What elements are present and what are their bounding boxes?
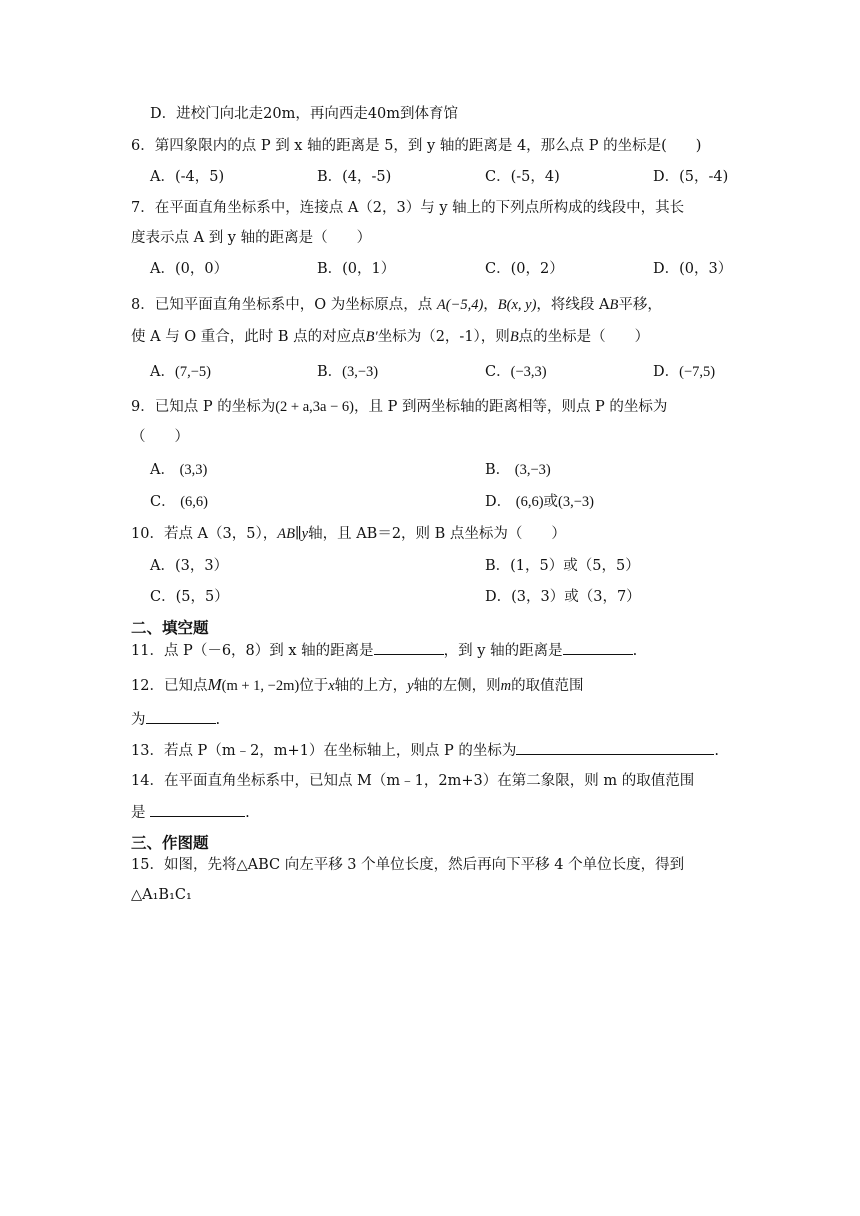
q12-x: x	[328, 678, 335, 694]
q7-option-b: B．(0，1）	[317, 261, 396, 277]
q11-text-1: 11．点 P（－6，8）到 x 轴的距离是	[131, 643, 374, 659]
q6-option-b: B．(4，-5)	[317, 169, 392, 185]
q15-stem-line2: △A₁B₁C₁	[131, 887, 192, 903]
q8-text-4: 使 A 与 O 重合，此时 B 点的对应点	[131, 329, 366, 345]
q8-text-5: 坐标为（2，-1），则	[377, 329, 510, 345]
q10-text-1: 10．若点 A（3，5），	[131, 526, 278, 542]
q8-text-3: 平移，	[618, 297, 662, 313]
q8-option-c	[485, 362, 547, 382]
q8-label-b: B．	[317, 364, 343, 380]
q11-stem	[131, 640, 637, 661]
q8-point-b: B(x, y)	[497, 297, 537, 313]
q9-value-a: (3,3)	[179, 462, 208, 478]
q9-text-1: 9．已知点 P 的坐标为	[131, 399, 276, 415]
q12-text-7: .	[215, 712, 221, 728]
q9-value-d2: (3,−3)	[558, 494, 595, 510]
q9-label-b: B．	[485, 462, 511, 478]
q6-option-d: D．(5，-4)	[653, 169, 729, 185]
q7-option-a: A．(0，0）	[150, 261, 229, 277]
q12-text-3: 轴的上方，	[334, 678, 408, 694]
q6-option-a: A．(-4，5)	[150, 169, 225, 185]
q5-option-d: D．进校门向北走20m，再向西走40m到体育馆	[150, 106, 459, 122]
q7-stem-line2: 度表示点 A 到 y 轴的距离是（ ）	[131, 230, 372, 246]
q9-label-d: D．	[485, 494, 512, 510]
q8-value-b: (3,−3)	[342, 364, 379, 380]
q6-option-c: C．(-5，4)	[485, 169, 560, 185]
q10-text-2: 轴，且 AB＝2，则 B 点坐标为（ ）	[308, 526, 566, 542]
q8-stem-line1: 8．已知平面直角坐标系中，O 为坐标原点，点 A(−5,4)，B(x, y)，将线段 AB平移，	[131, 297, 662, 313]
q12-blank[interactable]	[146, 709, 216, 724]
q9-or: 或	[543, 494, 559, 510]
q8-text-2: ，将线段 A	[536, 297, 610, 313]
q14-stem-line2	[131, 802, 250, 823]
q11-text-2: ，到 y 轴的距离是	[443, 643, 563, 659]
q9-label-a: A．	[150, 462, 175, 478]
q12-m-letter: M	[207, 675, 222, 694]
q9-option-d	[485, 492, 594, 512]
q9-stem-line1	[131, 397, 667, 417]
q9-text-2: ，且 P 到两坐标轴的距离相等，则点 P 的坐标为	[353, 399, 668, 415]
q9-option-b	[485, 460, 551, 480]
q13-stem	[131, 740, 719, 761]
q8-option-a	[150, 362, 211, 382]
q12-text-6: 为	[131, 712, 146, 728]
q9-option-c	[150, 492, 208, 512]
q10-stem	[131, 524, 566, 544]
q13-blank[interactable]	[516, 740, 714, 755]
q7-stem-line1: 7．在平面直角坐标系中，连接点 A（2，3）与 y 轴上的下列点所构成的线段中，其长	[131, 200, 685, 216]
q8-label-c: C．	[485, 364, 511, 380]
q8-value-a: (7,−5)	[174, 364, 211, 380]
q6-stem: 6．第四象限内的点 P 到 x 轴的距离是 5，到 y 轴的距离是 4，那么点 P 的坐标是( )	[131, 138, 702, 154]
q14-blank[interactable]	[150, 802, 245, 817]
q10-option-b: B．(1，5）或（5，5）	[485, 558, 640, 574]
q8-point-a: A(−5,4)	[436, 297, 484, 313]
q12-text-1: 12．已知点	[131, 678, 208, 694]
q12-text-5: 的取值范围	[511, 678, 584, 694]
q9-label-c: C．	[150, 494, 176, 510]
q9-stem-line2: （ ）	[131, 429, 189, 445]
q8-b-prime: B′	[365, 329, 378, 345]
q12-expression: (m + 1, −2m)	[221, 678, 300, 694]
q9-option-a	[150, 460, 207, 480]
q12-stem-line1	[131, 675, 584, 696]
q9-value-b: (3,−3)	[514, 462, 551, 478]
q12-y: y	[407, 678, 414, 694]
q10-expression: AB∥y	[277, 526, 309, 542]
section-drawing: 三、作图题	[131, 834, 209, 852]
q8-option-d	[653, 362, 715, 382]
q12-text-2: 位于	[299, 678, 329, 694]
q7-option-c: C．(0，2）	[485, 261, 564, 277]
q8-text-6: 点的坐标是（ ）	[518, 329, 650, 345]
q12-text-4: 轴的左侧，则	[413, 678, 501, 694]
q8-label-d: D．	[653, 364, 680, 380]
q8-value-d: (−7,5)	[679, 364, 716, 380]
q14-stem-line1: 14．在平面直角坐标系中，已知点 M（m﹣1，2m+3）在第二象限，则 m 的取值范围	[131, 773, 695, 789]
q10-option-c: C．(5，5）	[150, 589, 229, 605]
q12-m: m	[500, 678, 512, 694]
q8-label-a: A．	[150, 364, 175, 380]
q8-b-letter: B	[609, 297, 619, 313]
q9-value-c: (6,6)	[180, 494, 209, 510]
q11-blank-2[interactable]	[563, 640, 633, 655]
q13-text-2: .	[714, 743, 719, 759]
q8-stem-line2	[131, 327, 649, 347]
q11-blank-1[interactable]	[374, 640, 444, 655]
section-fill-in: 二、填空题	[131, 619, 209, 637]
q10-option-d: D．(3，3）或（3，7）	[485, 589, 641, 605]
q8-b-letter-2: B	[509, 329, 519, 345]
q8-option-b	[317, 362, 378, 382]
q15-stem-line1: 15．如图，先将△ABC 向左平移 3 个单位长度，然后再向下平移 4 个单位长度，得到	[131, 857, 685, 873]
q14-text-1: 是	[131, 805, 151, 821]
q13-text-1: 13．若点 P（m﹣2，m+1）在坐标轴上，则点 P 的坐标为	[131, 743, 517, 759]
q9-expression: (2 + a,3a − 6)	[275, 399, 354, 415]
q9-value-d1: (6,6)	[515, 494, 544, 510]
q14-text-2: .	[245, 805, 250, 821]
q7-option-d: D．(0，3）	[653, 261, 733, 277]
q11-text-3: .	[632, 643, 638, 659]
q10-option-a: A．(3，3）	[150, 558, 229, 574]
q8-text-1: 8．已知平面直角坐标系中，O 为坐标原点，点	[131, 297, 437, 313]
q8-value-c: (−3,3)	[510, 364, 547, 380]
q12-stem-line2	[131, 709, 220, 730]
